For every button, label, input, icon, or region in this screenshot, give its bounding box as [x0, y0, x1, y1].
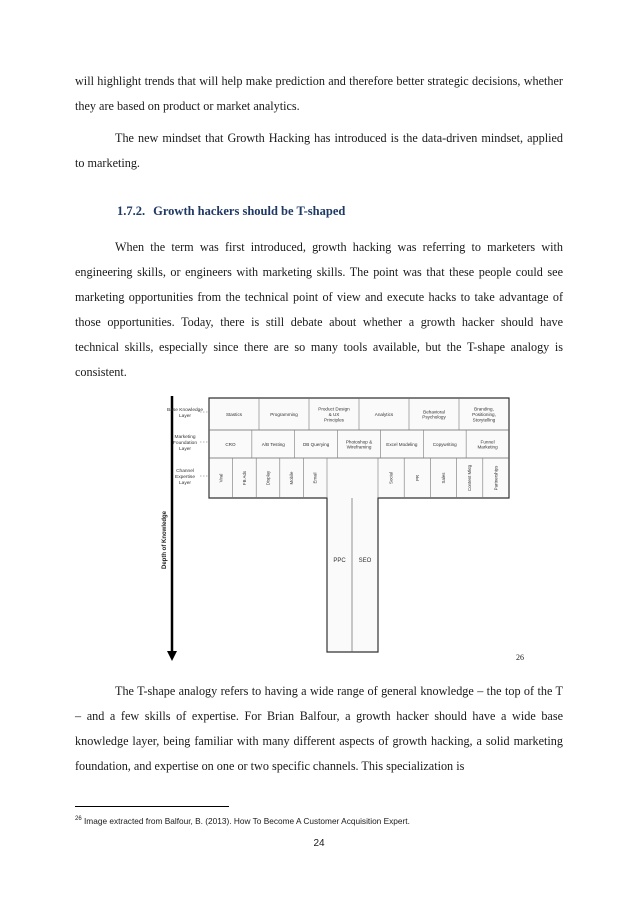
marketing-skill-cell: Copywriting — [432, 442, 457, 447]
section-title: Growth hackers should be T-shaped — [153, 204, 346, 218]
base-skill-cell: Programming — [270, 412, 298, 417]
layer-label: Channel Expertise Layer — [175, 469, 195, 486]
depth-axis-label: Depth of Knowledge — [162, 511, 168, 569]
deep-skill-cell: SEO — [358, 558, 372, 564]
channel-cell: Email — [312, 472, 318, 484]
paragraph-mindset: The new mindset that Growth Hacking has introduced is the data-driven mindset, applied to marketing. — [75, 131, 563, 170]
paragraph-t-shape-analogy: The T-shape analogy refers to having a wide range of general knowledge – the top of the T – and a few skills of expertise. For Brian Balfour, a growth hacker should have a wide base knowledge layer, being familiar with many different aspects of growth hacking, a solid marketing foundation, and expertise on one or two specific channels. This specialization is — [75, 684, 563, 773]
marketing-skill-cell: DB Querying — [302, 442, 330, 447]
channel-cell: Social — [388, 472, 394, 484]
base-skill-cell: Analytics — [374, 412, 394, 417]
channel-cell: PR — [414, 474, 420, 482]
base-skill-cell: Branding, Positioning, Storytelling — [472, 406, 496, 423]
paragraph-t-shape-intro: When the term was first introduced, growth hacking was referring to marketers with engineering skills, or engineers with marketing skills. The point was that these people could see marketing opportunities from the technical point of view and execute hacks to take advantage of those opportunities. Today, there is still debate about whether a growth hacker should have technical skills, especially since there are so many tools available, but the T-shape analogy is consistent. — [75, 240, 563, 379]
marketing-skill-cell: Excel Modeling — [386, 442, 418, 447]
footnote-rule — [75, 806, 229, 807]
page-number: 24 — [313, 838, 325, 849]
channel-cell: Viral — [218, 473, 224, 483]
channel-cell: Mobile — [289, 471, 295, 485]
channel-cell: Content Mktg — [467, 464, 473, 492]
layer-label: Base Knowledge Layer — [166, 408, 204, 419]
paragraph-intro: will highlight trends that will help make prediction and therefore better strategic decisions, whether they are based on product or market analytics. — [75, 74, 563, 113]
t-shape-diagram — [160, 390, 515, 662]
section-heading — [117, 204, 345, 219]
figure-footnote-ref: 26 — [516, 653, 524, 662]
section-number: 1.7.2. — [117, 204, 146, 218]
marketing-skill-cell: Photoshop & Wireframing — [345, 439, 373, 450]
base-skill-cell: Product Design & UX Principles — [318, 406, 350, 423]
marketing-skill-cell: CRO — [225, 442, 236, 447]
channel-cell: FB Ads — [241, 470, 247, 486]
marketing-skill-cell: Funnel Marketing — [477, 439, 498, 450]
footnote-number: 26 — [75, 816, 82, 823]
channel-cell: Display — [265, 470, 271, 486]
channel-cell: Partnerships — [493, 465, 499, 491]
base-skill-cell: Stastics — [225, 412, 243, 417]
base-skill-cell: Behavioral Psychology — [422, 409, 446, 420]
footnote — [75, 816, 410, 826]
channel-cell: Sales — [441, 472, 446, 484]
depth-arrow-head — [167, 651, 177, 661]
marketing-skill-cell: A/B Testing — [261, 442, 285, 447]
footnote-text: Image extracted from Balfour, B. (2013). How To Become A Customer Acquisition Expert. — [84, 816, 410, 826]
deep-skill-cell: PPC — [333, 558, 346, 564]
t-shape-outline — [209, 398, 509, 652]
layer-label: Marketing Foundation Layer — [172, 435, 198, 452]
